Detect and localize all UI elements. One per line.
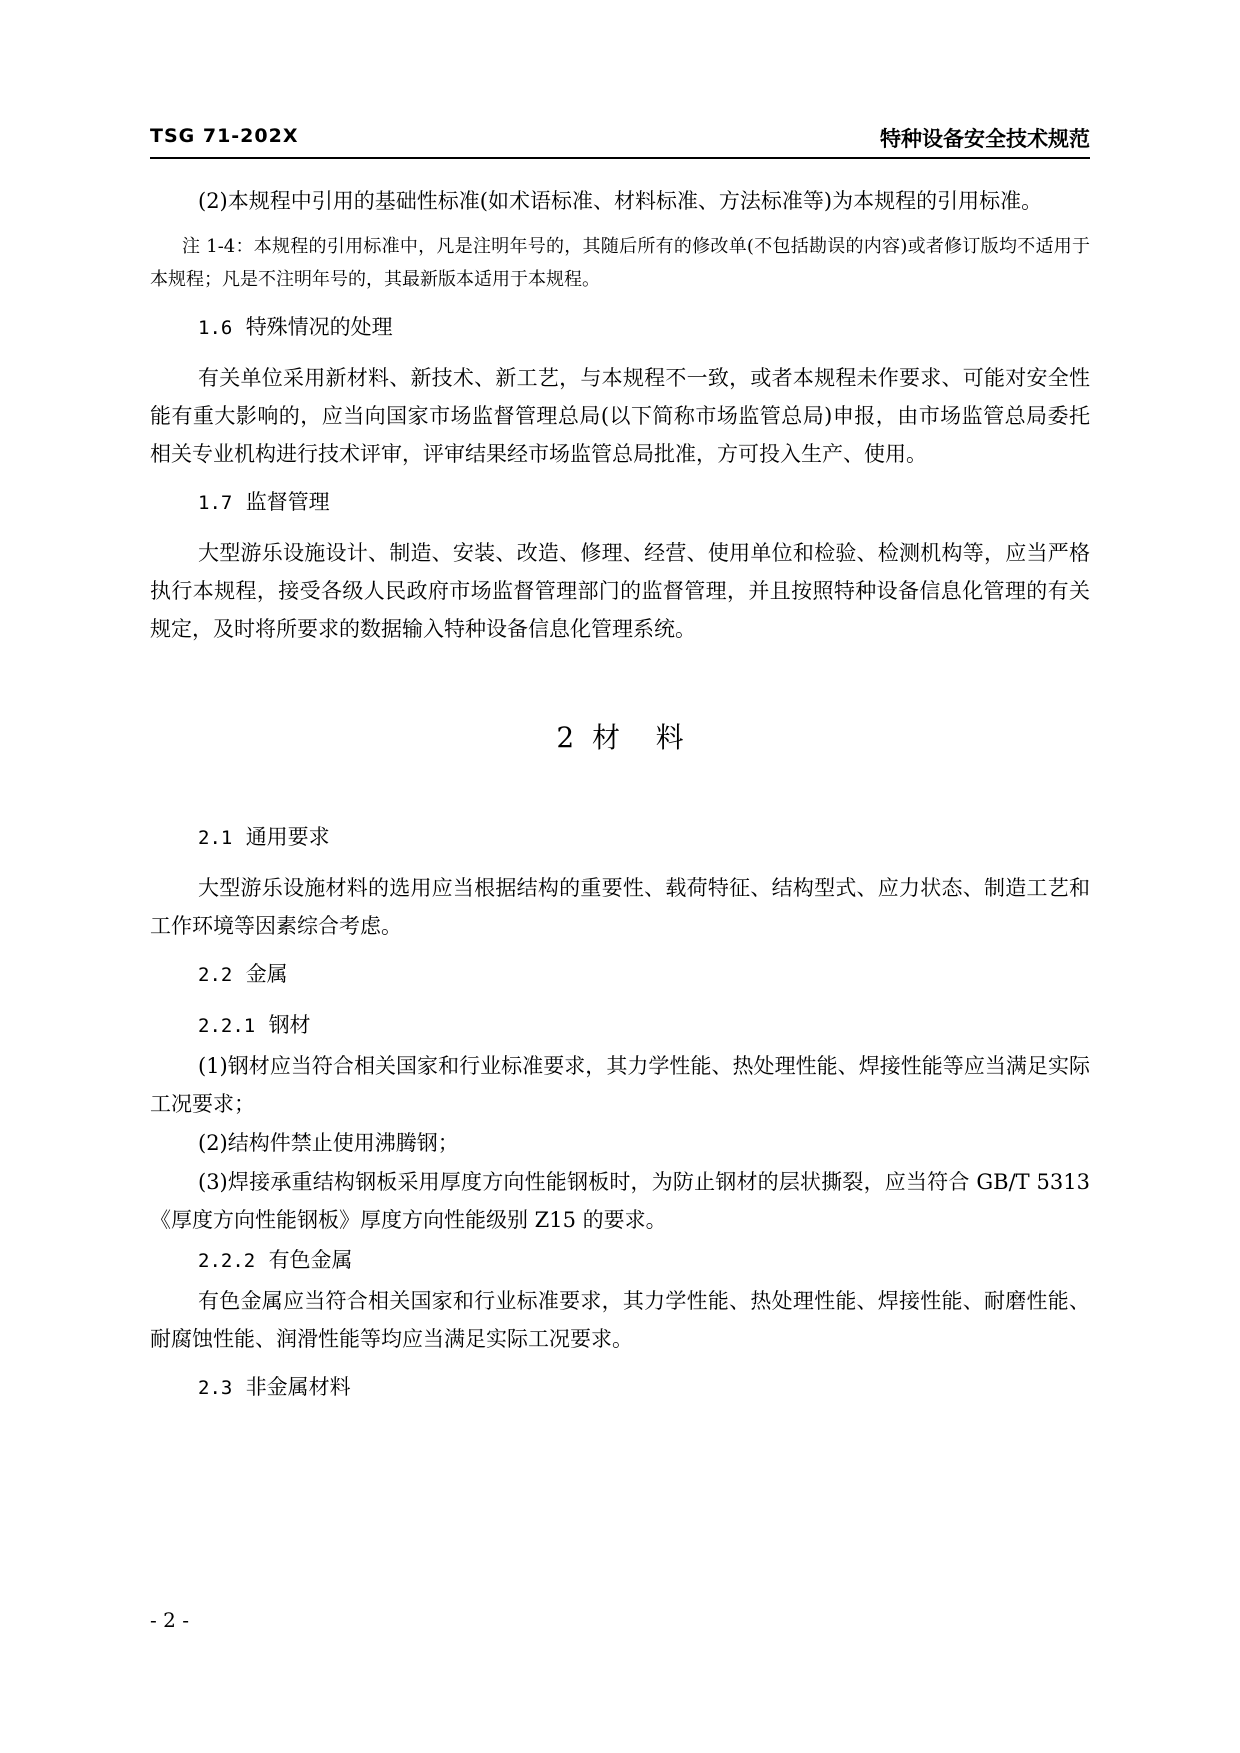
section-number: 2.1 bbox=[198, 827, 233, 849]
section-heading-2-2-2 bbox=[198, 1241, 1090, 1280]
section-title: 非金属材料 bbox=[245, 1375, 351, 1399]
section-heading-2-1 bbox=[198, 818, 1090, 857]
section-title: 钢材 bbox=[268, 1013, 311, 1037]
running-header bbox=[150, 125, 1090, 159]
list-item: (3)焊接承重结构钢板采用厚度方向性能钢板时，为防止钢材的层状撕裂，应当符合 GB/T 5313《厚度方向性能钢板》厚度方向性能级别 Z15 的要求。 bbox=[150, 1170, 1090, 1232]
section-title: 金属 bbox=[245, 962, 288, 986]
section-number: 2.2 bbox=[198, 964, 233, 986]
section-number: 2.3 bbox=[198, 1377, 233, 1399]
section-number: 2.2.1 bbox=[198, 1015, 256, 1037]
section-heading-1-6 bbox=[198, 308, 1090, 347]
section-number: 2.2.2 bbox=[198, 1250, 256, 1272]
paragraph-supervision: 大型游乐设施设计、制造、安装、改造、修理、经营、使用单位和检验、检测机构等，应当严格执行本规程，接受各级人民政府市场监督管理部门的监督管理，并且按照特种设备信息化管理的有关规定，及时将所要求的数据输入特种设备信息化管理系统。 bbox=[150, 541, 1090, 641]
paragraph-nonferrous-metals: 有色金属应当符合相关国家和行业标准要求，其力学性能、热处理性能、焊接性能、耐磨性能、耐腐蚀性能、润滑性能等均应当满足实际工况要求。 bbox=[150, 1289, 1090, 1351]
paragraph-cited-standards: (2)本规程中引用的基础性标准(如术语标准、材料标准、方法标准等)为本规程的引用标准。 bbox=[198, 189, 1043, 213]
section-number: 1.6 bbox=[198, 317, 233, 339]
page-body bbox=[150, 182, 1090, 1419]
section-heading-2-2 bbox=[198, 955, 1090, 994]
section-heading-2-2-1 bbox=[198, 1006, 1090, 1045]
list-item: (2)结构件禁止使用沸腾钢； bbox=[198, 1131, 459, 1155]
section-title: 有色金属 bbox=[268, 1248, 353, 1272]
section-heading-2-3 bbox=[198, 1368, 1090, 1407]
chapter-title: 2 材 料 bbox=[556, 721, 684, 754]
section-title: 特殊情况的处理 bbox=[245, 315, 393, 339]
section-title: 通用要求 bbox=[245, 825, 330, 849]
document-code: TSG 71-202X bbox=[150, 125, 299, 147]
list-item: (1)钢材应当符合相关国家和行业标准要求，其力学性能、热处理性能、焊接性能等应当满足实际工况要求； bbox=[150, 1054, 1090, 1116]
paragraph-special-cases: 有关单位采用新材料、新技术、新工艺，与本规程不一致，或者本规程未作要求、可能对安全性能有重大影响的，应当向国家市场监督管理总局(以下简称市场监管总局)申报，由市场监管总局委托相关专业机构进行技术评审，评审结果经市场监管总局批准，方可投入生产、使用。 bbox=[150, 366, 1090, 466]
document-series-title: 特种设备安全技术规范 bbox=[880, 127, 1090, 151]
section-heading-1-7 bbox=[198, 483, 1090, 522]
section-title: 监督管理 bbox=[245, 490, 330, 514]
paragraph-general-requirements: 大型游乐设施材料的选用应当根据结构的重要性、载荷特征、结构型式、应力状态、制造工艺和工作环境等因素综合考虑。 bbox=[150, 876, 1090, 938]
page-number: - 2 - bbox=[150, 1608, 189, 1632]
section-number: 1.7 bbox=[198, 492, 233, 514]
note-1-4: 注 1-4：本规程的引用标准中，凡是注明年号的，其随后所有的修改单(不包括勘误的内容)或者修订版均不适用于本规程；凡是不注明年号的，其最新版本适用于本规程。 bbox=[150, 236, 1090, 290]
